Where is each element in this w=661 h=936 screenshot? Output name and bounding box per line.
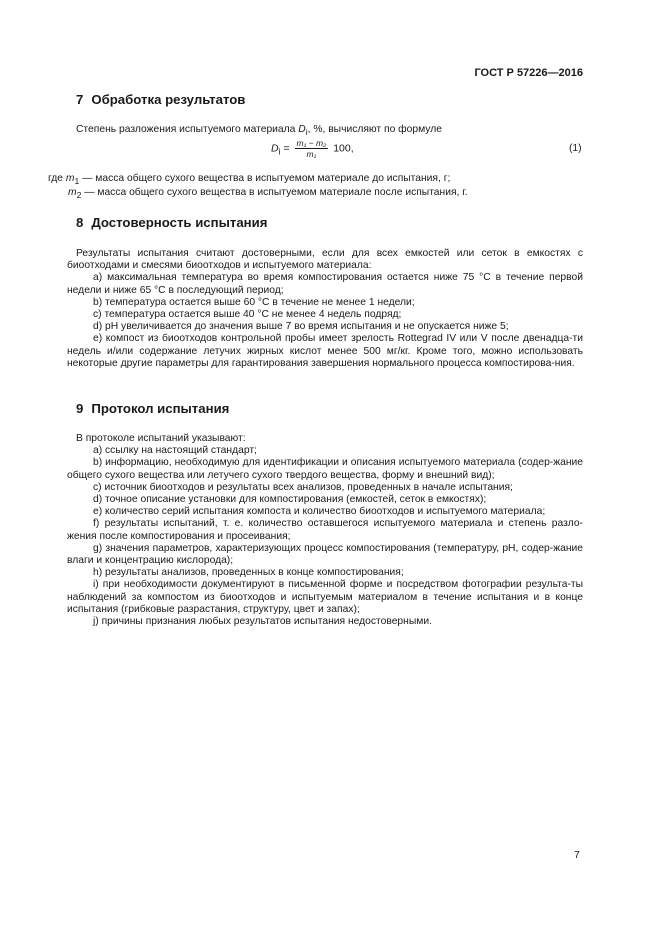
- formula-rhs: 100,: [330, 142, 354, 155]
- equation-number: (1): [569, 143, 582, 154]
- section-8-heading: [76, 217, 267, 229]
- section-number: 8: [76, 215, 84, 230]
- symbol-m2: m: [68, 187, 77, 198]
- symbol-m1: m: [65, 173, 75, 184]
- formula-fraction: [295, 138, 329, 159]
- list-item-a: a) ссылку на настоящий стандарт;: [93, 445, 257, 457]
- list-item-e: e) компост из биоотходов контрольной пробы имеет зрелость Rottegrad IV или V после двенадца-ти недель и/или содержание летучих жирных кислот менее 500 мг/кг. Кроме того, можно использовать некоторые другие параметры для гарантирования завершения нормального процесса компостирова-ния.: [67, 333, 583, 369]
- formula-equals: =: [280, 142, 293, 155]
- intro-text: Степень разложения испытуемого материала: [76, 124, 296, 135]
- formula: [271, 138, 354, 159]
- symbol-m1-sub: 1: [74, 176, 80, 187]
- paragraph: В протоколе испытаний указывают:: [76, 433, 246, 444]
- paragraph: Результаты испытания считают достоверными, если для всех емкостей или сеток в емкостях с биоотходами и смесями биоотходов и испытуемого материала:: [67, 248, 583, 272]
- list-item-d: d) точное описание установки для компостирования (емкостей, сеток в емкостях);: [93, 494, 487, 506]
- formula-intro: [76, 124, 583, 138]
- where-text-2: — масса общего сухого вещества в испытуемом материале после испытания, г.: [81, 187, 468, 198]
- where-line-1: [48, 173, 450, 187]
- list-item-d: d) pH увеличивается до значения выше 7 во время испытания и не опускается ниже 5;: [93, 321, 509, 333]
- list-item-h: h) результаты анализов, проведенных в конце компостирования;: [93, 567, 404, 579]
- list-item-c: c) температура остается выше 40 °С не менее 4 недель подряд;: [93, 309, 402, 321]
- list-item-e: e) количество серий испытания компоста и количество биоотходов и испытуемого материала;: [93, 506, 546, 518]
- formula-denominator: m₁: [306, 149, 317, 159]
- formula-lhs-sub: i: [278, 146, 281, 157]
- section-9-body: [67, 433, 583, 628]
- list-item-a: a) максимальная температура во время компостирования остается ниже 75 °С в течение первой недели и ниже 65 °С в последующий период;: [67, 272, 583, 296]
- list-item-b: b) температура остается выше 60 °С в течение не менее 1 недели;: [93, 296, 415, 308]
- list-item-j: j) причины признания любых результатов испытания недостоверными.: [93, 616, 432, 628]
- formula-lhs: D: [271, 142, 279, 155]
- where-line-2: [68, 187, 468, 201]
- standard-header: ГОСТ Р 57226—2016: [474, 67, 583, 79]
- intro-text-tail: , %, вычисляют по формуле: [307, 124, 442, 135]
- list-item-c: c) источник биоотходов и результаты всех анализов, проведенных в начале испытания;: [93, 481, 513, 493]
- symbol-m2-sub: 2: [76, 190, 82, 201]
- section-title: Обработка результатов: [91, 92, 246, 107]
- page-number: 7: [574, 849, 580, 861]
- where-text-1: — масса общего сухого вещества в испытуемом материале до испытания, г;: [79, 173, 451, 184]
- section-9-heading: [76, 403, 229, 415]
- list-item-b: b) информацию, необходимую для идентификации и описания испытуемого материала (содер-жание общего сухого вещества или летучего сухого твердого вещества, форму и внешний вид);: [67, 457, 583, 481]
- section-number: 7: [76, 92, 84, 107]
- where-label: где: [48, 173, 64, 184]
- list-item-f: f) результаты испытаний, т. е. количество оставшегося испытуемого материала и степень разло-жения после компостирования и просеивания;: [67, 518, 583, 542]
- section-title: Протокол испытания: [91, 401, 230, 416]
- symbol-d: D: [298, 124, 306, 135]
- formula-numerator: m₁ − m₂: [296, 138, 327, 148]
- section-7-heading: [76, 94, 245, 106]
- symbol-d-sub: i: [305, 127, 308, 138]
- list-item-i: i) при необходимости документируют в письменной форме и посредством фотографии результа-ты наблюдений за компостом из биоотходов и испытуемым материалом в течение испытания и в конце испытания (грибковые разрастания, структуру, цвет и запах);: [67, 579, 583, 615]
- section-title: Достоверность испытания: [91, 215, 268, 230]
- section-number: 9: [76, 401, 84, 416]
- list-item-g: g) значения параметров, характеризующих процесс компостирования (температуру, pH, содер-жание влаги и концентрацию кислорода);: [67, 542, 583, 567]
- section-8-body: [67, 248, 583, 370]
